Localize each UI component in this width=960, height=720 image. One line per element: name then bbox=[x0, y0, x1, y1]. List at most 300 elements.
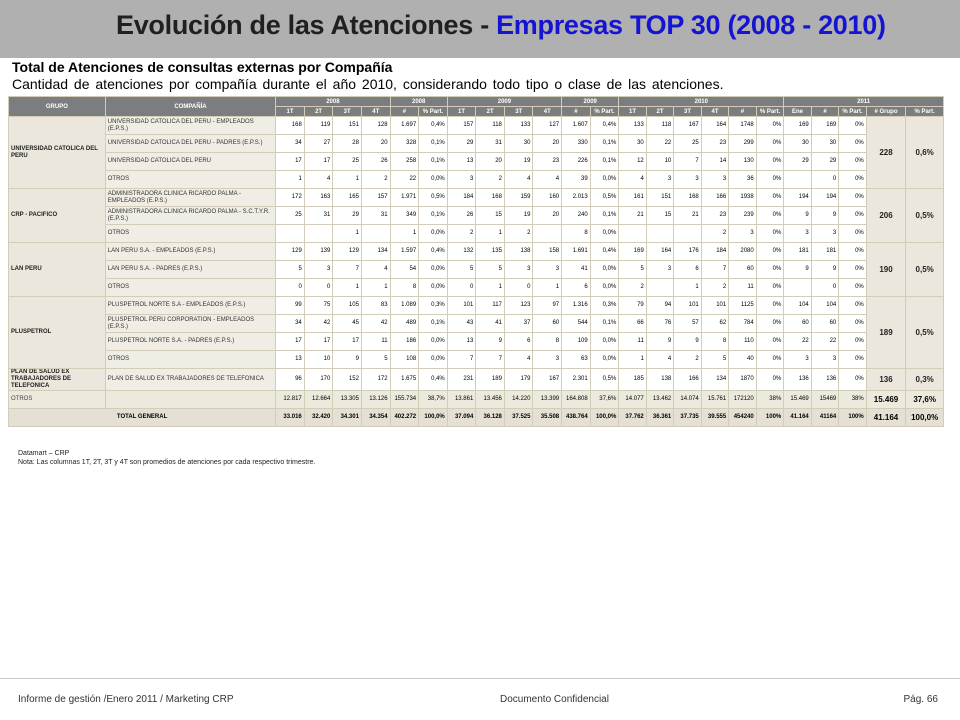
value-cell: 133 bbox=[504, 117, 533, 135]
value-cell: 13.305 bbox=[333, 391, 362, 409]
table-row bbox=[9, 369, 944, 391]
value-cell: 1 bbox=[333, 171, 362, 189]
value-cell: 0% bbox=[839, 261, 866, 279]
value-cell: 127 bbox=[533, 117, 562, 135]
value-cell: 9 bbox=[674, 333, 701, 351]
value-cell: 0,0% bbox=[590, 279, 619, 297]
company-name: OTROS bbox=[105, 351, 275, 369]
value-cell: 1.597 bbox=[390, 243, 419, 261]
value-cell: 9 bbox=[333, 351, 362, 369]
header-year: 2010 bbox=[619, 97, 784, 107]
value-cell: 3 bbox=[646, 261, 673, 279]
company-name: PLAN DE SALUD EX TRABAJADORES DE TELEFONICA bbox=[105, 369, 275, 391]
company-name: LAN PERU S.A. - EMPLEADOS (E.P.S.) bbox=[105, 243, 275, 261]
value-cell: 29 bbox=[811, 153, 838, 171]
value-cell: 0,0% bbox=[590, 171, 619, 189]
page-title-part2: Empresas TOP 30 (2008 - 2010) bbox=[496, 10, 886, 40]
value-cell: 60 bbox=[533, 315, 562, 333]
value-cell: 189 bbox=[476, 369, 505, 391]
value-cell: 100% bbox=[756, 409, 784, 427]
value-cell: 138 bbox=[646, 369, 673, 391]
value-cell: 0% bbox=[756, 117, 784, 135]
value-cell: 25 bbox=[333, 153, 362, 171]
value-cell: 63 bbox=[562, 351, 591, 369]
value-cell: 0% bbox=[839, 279, 866, 297]
value-cell: 1.697 bbox=[390, 117, 419, 135]
value-cell: 0% bbox=[756, 279, 784, 297]
value-cell: 31 bbox=[476, 135, 505, 153]
value-cell: 42 bbox=[361, 315, 390, 333]
value-cell: 38,7% bbox=[419, 391, 448, 409]
value-cell: 181 bbox=[784, 243, 811, 261]
value-cell: 0,5% bbox=[590, 189, 619, 207]
value-cell: 0 bbox=[276, 279, 305, 297]
value-cell: 0% bbox=[756, 207, 784, 225]
table-row bbox=[9, 171, 944, 189]
value-cell: 37 bbox=[504, 315, 533, 333]
subheader-cell: 1T bbox=[276, 107, 305, 117]
group-total: 206 bbox=[866, 189, 906, 243]
subheader-cell: % Part. bbox=[839, 107, 866, 117]
value-cell: 110 bbox=[729, 333, 756, 351]
value-cell: 454240 bbox=[729, 409, 756, 427]
row-label: OTROS bbox=[9, 391, 106, 409]
group-percent: 0,5% bbox=[906, 189, 944, 243]
value-cell: 100,0% bbox=[590, 409, 619, 427]
table-row bbox=[9, 279, 944, 297]
value-cell: 0,0% bbox=[419, 261, 448, 279]
value-cell: 0,4% bbox=[419, 117, 448, 135]
value-cell: 7 bbox=[674, 153, 701, 171]
subheader-cell: 4T bbox=[533, 107, 562, 117]
group-name: PLUSPETROL bbox=[9, 297, 106, 369]
value-cell: 20 bbox=[361, 135, 390, 153]
subheader-cell: 4T bbox=[701, 107, 728, 117]
value-cell: 128 bbox=[361, 117, 390, 135]
value-cell: 0% bbox=[756, 153, 784, 171]
value-cell: 25 bbox=[276, 207, 305, 225]
value-cell: 2 bbox=[504, 225, 533, 243]
value-cell: 100,0% bbox=[419, 409, 448, 427]
subheader-cell: 1T bbox=[447, 107, 476, 117]
subheader-cell: 2T bbox=[304, 107, 333, 117]
value-cell: 22 bbox=[811, 333, 838, 351]
value-cell: 8 bbox=[390, 279, 419, 297]
value-cell: 34.354 bbox=[361, 409, 390, 427]
value-cell: 23 bbox=[533, 153, 562, 171]
value-cell: 0% bbox=[839, 189, 866, 207]
value-cell: 7 bbox=[333, 261, 362, 279]
value-cell: 0,3% bbox=[590, 297, 619, 315]
value-cell bbox=[646, 279, 673, 297]
value-cell: 179 bbox=[504, 369, 533, 391]
value-cell bbox=[304, 225, 333, 243]
value-cell: 17 bbox=[333, 333, 362, 351]
footer-center: Documento Confidencial bbox=[500, 694, 609, 705]
value-cell: 164 bbox=[701, 117, 728, 135]
value-cell: 231 bbox=[447, 369, 476, 391]
value-cell: 2 bbox=[701, 279, 728, 297]
value-cell: 0% bbox=[839, 135, 866, 153]
value-cell: 30 bbox=[811, 135, 838, 153]
value-cell: 2.013 bbox=[562, 189, 591, 207]
subheader-cell: 1T bbox=[619, 107, 646, 117]
header-grupo: GRUPO bbox=[9, 97, 106, 117]
value-cell: 330 bbox=[562, 135, 591, 153]
header-year: 2008 bbox=[276, 97, 390, 107]
group-percent: 0,5% bbox=[906, 243, 944, 297]
value-cell: 12 bbox=[619, 153, 646, 171]
value-cell: 0,1% bbox=[590, 153, 619, 171]
value-cell: 0% bbox=[756, 171, 784, 189]
value-cell: 134 bbox=[701, 369, 728, 391]
value-cell: 6 bbox=[674, 261, 701, 279]
value-cell: 166 bbox=[701, 189, 728, 207]
value-cell: 0,4% bbox=[419, 243, 448, 261]
value-cell: 0,3% bbox=[419, 297, 448, 315]
value-cell: 0% bbox=[839, 297, 866, 315]
value-cell: 29 bbox=[333, 207, 362, 225]
value-cell: 54 bbox=[390, 261, 419, 279]
value-cell: 157 bbox=[361, 189, 390, 207]
table-row bbox=[9, 243, 944, 261]
value-cell: 2 bbox=[619, 279, 646, 297]
value-cell: 168 bbox=[276, 117, 305, 135]
value-cell: 117 bbox=[476, 297, 505, 315]
value-cell: 8 bbox=[533, 333, 562, 351]
value-cell: 6 bbox=[504, 333, 533, 351]
value-cell: 3 bbox=[674, 171, 701, 189]
value-cell: 66 bbox=[619, 315, 646, 333]
value-cell: 0% bbox=[839, 153, 866, 171]
row-label: TOTAL GENERAL bbox=[9, 409, 276, 427]
group-percent: 0,5% bbox=[906, 297, 944, 369]
subheader-cell: % Part. bbox=[419, 107, 448, 117]
value-cell: 8 bbox=[562, 225, 591, 243]
header-year: 2009 bbox=[562, 97, 619, 107]
table-row bbox=[9, 135, 944, 153]
value-cell bbox=[533, 225, 562, 243]
value-cell: 60 bbox=[729, 261, 756, 279]
value-cell: 0,0% bbox=[419, 351, 448, 369]
value-cell: 129 bbox=[333, 243, 362, 261]
value-cell: 489 bbox=[390, 315, 419, 333]
value-cell: 1 bbox=[476, 279, 505, 297]
value-cell: 13.456 bbox=[476, 391, 505, 409]
value-cell: 109 bbox=[562, 333, 591, 351]
group-total: 228 bbox=[866, 117, 906, 189]
value-cell: 132 bbox=[447, 243, 476, 261]
value-cell: 30 bbox=[784, 135, 811, 153]
value-cell: 38% bbox=[756, 391, 784, 409]
value-cell: 19 bbox=[504, 153, 533, 171]
atenciones-table bbox=[8, 96, 944, 427]
value-cell: 6 bbox=[562, 279, 591, 297]
value-cell: 5 bbox=[447, 261, 476, 279]
value-cell: 15.469 bbox=[784, 391, 811, 409]
value-cell: 9 bbox=[811, 261, 838, 279]
value-cell: 9 bbox=[784, 207, 811, 225]
value-cell: 136 bbox=[811, 369, 838, 391]
value-cell: 36.128 bbox=[476, 409, 505, 427]
value-cell: 160 bbox=[533, 189, 562, 207]
group-name: CRP - PACIFICO bbox=[9, 189, 106, 243]
value-cell: 402.272 bbox=[390, 409, 419, 427]
value-cell: 544 bbox=[562, 315, 591, 333]
value-cell: 166 bbox=[674, 369, 701, 391]
value-cell: 0,1% bbox=[590, 135, 619, 153]
value-cell: 4 bbox=[504, 351, 533, 369]
value-cell: 15469 bbox=[811, 391, 838, 409]
value-cell: 2080 bbox=[729, 243, 756, 261]
value-cell: 20 bbox=[476, 153, 505, 171]
value-cell: 0% bbox=[756, 369, 784, 391]
value-cell: 0% bbox=[756, 189, 784, 207]
value-cell: 1 bbox=[533, 279, 562, 297]
value-cell: 0,0% bbox=[419, 279, 448, 297]
value-cell: 3 bbox=[304, 261, 333, 279]
value-cell: 0,1% bbox=[419, 153, 448, 171]
value-cell: 151 bbox=[333, 117, 362, 135]
value-cell: 130 bbox=[729, 153, 756, 171]
value-cell: 21 bbox=[674, 207, 701, 225]
value-cell: 37.525 bbox=[504, 409, 533, 427]
value-cell: 2 bbox=[361, 171, 390, 189]
value-cell: 5 bbox=[619, 261, 646, 279]
value-cell: 12.664 bbox=[304, 391, 333, 409]
value-cell: 2 bbox=[476, 171, 505, 189]
value-cell: 12.817 bbox=[276, 391, 305, 409]
value-cell: 101 bbox=[447, 297, 476, 315]
group-total: 136 bbox=[866, 369, 906, 391]
value-cell: 1 bbox=[476, 225, 505, 243]
value-cell: 23 bbox=[701, 207, 728, 225]
table-row bbox=[9, 261, 944, 279]
value-cell: 37.762 bbox=[619, 409, 646, 427]
value-cell: 2 bbox=[447, 225, 476, 243]
company-name: ADMINISTRADORA CLINICA RICARDO PALMA - S.C.T.Y.R. (E.P.S.) bbox=[105, 207, 275, 225]
value-cell: 0 bbox=[811, 279, 838, 297]
value-cell: 3 bbox=[646, 171, 673, 189]
value-cell bbox=[646, 225, 673, 243]
value-cell: 168 bbox=[674, 189, 701, 207]
value-cell: 37.094 bbox=[447, 409, 476, 427]
table-row bbox=[9, 333, 944, 351]
value-cell: 41 bbox=[476, 315, 505, 333]
subheader-cell: 3T bbox=[674, 107, 701, 117]
value-cell: 118 bbox=[646, 117, 673, 135]
value-cell: 176 bbox=[674, 243, 701, 261]
value-cell: 0,5% bbox=[419, 189, 448, 207]
value-cell: 7 bbox=[701, 261, 728, 279]
value-cell: 5 bbox=[701, 351, 728, 369]
value-cell: 0,0% bbox=[419, 333, 448, 351]
value-cell: 0,1% bbox=[419, 315, 448, 333]
value-cell: 11 bbox=[619, 333, 646, 351]
value-cell: 133 bbox=[619, 117, 646, 135]
subheader-cell: 3T bbox=[333, 107, 362, 117]
subheader-cell: % Part. bbox=[906, 107, 944, 117]
value-cell: 39.555 bbox=[701, 409, 728, 427]
value-cell: 5 bbox=[276, 261, 305, 279]
value-cell: 14.077 bbox=[619, 391, 646, 409]
value-cell: 0 bbox=[447, 279, 476, 297]
value-cell: 30 bbox=[619, 135, 646, 153]
header-year: 2008 bbox=[390, 97, 447, 107]
value-cell: 328 bbox=[390, 135, 419, 153]
value-cell bbox=[674, 225, 701, 243]
value-cell: 119 bbox=[304, 117, 333, 135]
table-row bbox=[9, 189, 944, 207]
value-cell: 1748 bbox=[729, 117, 756, 135]
value-cell: 13 bbox=[447, 153, 476, 171]
value-cell: 1938 bbox=[729, 189, 756, 207]
value-cell: 0,0% bbox=[590, 225, 619, 243]
subheader-cell: 2T bbox=[646, 107, 673, 117]
value-cell: 14 bbox=[701, 153, 728, 171]
value-cell: 0,0% bbox=[419, 225, 448, 243]
value-cell: 9 bbox=[784, 261, 811, 279]
value-cell: 101 bbox=[701, 297, 728, 315]
value-cell: 4 bbox=[646, 351, 673, 369]
value-cell: 1 bbox=[276, 171, 305, 189]
value-cell: 172120 bbox=[729, 391, 756, 409]
value-cell: 34 bbox=[276, 315, 305, 333]
company-name: OTROS bbox=[105, 171, 275, 189]
value-cell: 25 bbox=[674, 135, 701, 153]
value-cell: 28 bbox=[333, 135, 362, 153]
group-name: UNIVERSIDAD CATOLICA DEL PERU bbox=[9, 117, 106, 189]
value-cell: 17 bbox=[276, 153, 305, 171]
value-cell: 57 bbox=[674, 315, 701, 333]
value-cell: 21 bbox=[619, 207, 646, 225]
value-cell: 30 bbox=[504, 135, 533, 153]
value-cell: 60 bbox=[784, 315, 811, 333]
value-cell: 4 bbox=[361, 261, 390, 279]
value-cell: 9 bbox=[811, 207, 838, 225]
value-cell: 2.301 bbox=[562, 369, 591, 391]
value-cell: 1 bbox=[390, 225, 419, 243]
value-cell: 13.861 bbox=[447, 391, 476, 409]
value-cell: 37.735 bbox=[674, 409, 701, 427]
value-cell: 2 bbox=[674, 351, 701, 369]
value-cell: 0,5% bbox=[590, 369, 619, 391]
value-cell: 5 bbox=[476, 261, 505, 279]
subheader-cell: # bbox=[729, 107, 756, 117]
value-cell: 0% bbox=[756, 225, 784, 243]
value-cell: 22 bbox=[784, 333, 811, 351]
value-cell: 0% bbox=[839, 117, 866, 135]
value-cell: 0,4% bbox=[590, 243, 619, 261]
value-cell: 784 bbox=[729, 315, 756, 333]
value-cell bbox=[784, 279, 811, 297]
value-cell: 35.508 bbox=[533, 409, 562, 427]
value-cell: 3 bbox=[533, 261, 562, 279]
value-cell: 0% bbox=[756, 243, 784, 261]
value-cell: 23 bbox=[701, 135, 728, 153]
value-cell: 0,1% bbox=[590, 207, 619, 225]
subheader-cell: 3T bbox=[504, 107, 533, 117]
otros-row bbox=[9, 391, 944, 409]
value-cell: 29 bbox=[784, 153, 811, 171]
subheader-cell: % Part. bbox=[590, 107, 619, 117]
value-cell bbox=[276, 225, 305, 243]
value-cell: 240 bbox=[562, 207, 591, 225]
value-cell: 1 bbox=[361, 279, 390, 297]
table-row bbox=[9, 117, 944, 135]
value-cell: 0% bbox=[839, 369, 866, 391]
value-cell: 155.734 bbox=[390, 391, 419, 409]
value-cell: 13.462 bbox=[646, 391, 673, 409]
value-cell: 101 bbox=[674, 297, 701, 315]
empty-cell bbox=[105, 391, 275, 409]
value-cell: 138 bbox=[504, 243, 533, 261]
value-cell: 0,0% bbox=[590, 351, 619, 369]
value-cell: 172 bbox=[276, 189, 305, 207]
value-cell: 165 bbox=[333, 189, 362, 207]
footer-divider bbox=[0, 678, 960, 679]
table-row bbox=[9, 207, 944, 225]
value-cell: 1870 bbox=[729, 369, 756, 391]
value-cell: 194 bbox=[784, 189, 811, 207]
value-cell: 136 bbox=[784, 369, 811, 391]
value-cell: 26 bbox=[447, 207, 476, 225]
value-cell: 0,0% bbox=[590, 261, 619, 279]
value-cell: 17 bbox=[304, 333, 333, 351]
value-cell: 100,0% bbox=[906, 409, 944, 427]
value-cell: 17 bbox=[304, 153, 333, 171]
value-cell: 0% bbox=[839, 225, 866, 243]
value-cell: 15.761 bbox=[701, 391, 728, 409]
value-cell: 104 bbox=[784, 297, 811, 315]
value-cell: 15.469 bbox=[866, 391, 906, 409]
value-cell: 0% bbox=[839, 333, 866, 351]
value-cell: 1.607 bbox=[562, 117, 591, 135]
value-cell: 0,0% bbox=[590, 333, 619, 351]
value-cell: 1 bbox=[619, 351, 646, 369]
section-subtitle: Total de Atenciones de consultas externas por Compañía bbox=[12, 59, 393, 75]
group-name: PLAN DE SALUD EX TRABAJADORES DE TELEFONICA bbox=[9, 369, 106, 391]
note-text: Nota: Las columnas 1T, 2T, 3T y 4T son promedios de atenciones por cada respectivo trimestre. bbox=[18, 459, 316, 466]
value-cell: 96 bbox=[276, 369, 305, 391]
value-cell: 11 bbox=[729, 279, 756, 297]
value-cell: 168 bbox=[476, 189, 505, 207]
footer-page-number: Pág. 66 bbox=[903, 694, 938, 705]
value-cell: 170 bbox=[304, 369, 333, 391]
value-cell: 27 bbox=[304, 135, 333, 153]
value-cell: 36.361 bbox=[646, 409, 673, 427]
value-cell: 17 bbox=[276, 333, 305, 351]
value-cell: 161 bbox=[619, 189, 646, 207]
value-cell: 0,1% bbox=[590, 315, 619, 333]
value-cell: 14.074 bbox=[674, 391, 701, 409]
value-cell: 181 bbox=[811, 243, 838, 261]
value-cell: 164 bbox=[646, 243, 673, 261]
value-cell: 36 bbox=[729, 171, 756, 189]
value-cell: 26 bbox=[361, 153, 390, 171]
value-cell: 45 bbox=[333, 315, 362, 333]
value-cell: 97 bbox=[533, 297, 562, 315]
value-cell bbox=[619, 225, 646, 243]
value-cell: 0,4% bbox=[590, 117, 619, 135]
value-cell: 4 bbox=[304, 171, 333, 189]
value-cell: 123 bbox=[504, 297, 533, 315]
table-row bbox=[9, 225, 944, 243]
value-cell: 108 bbox=[390, 351, 419, 369]
value-cell: 42 bbox=[304, 315, 333, 333]
value-cell: 258 bbox=[390, 153, 419, 171]
company-name: PLUSPETROL PERU CORPORATION - EMPLEADOS (E.P.S.) bbox=[105, 315, 275, 333]
